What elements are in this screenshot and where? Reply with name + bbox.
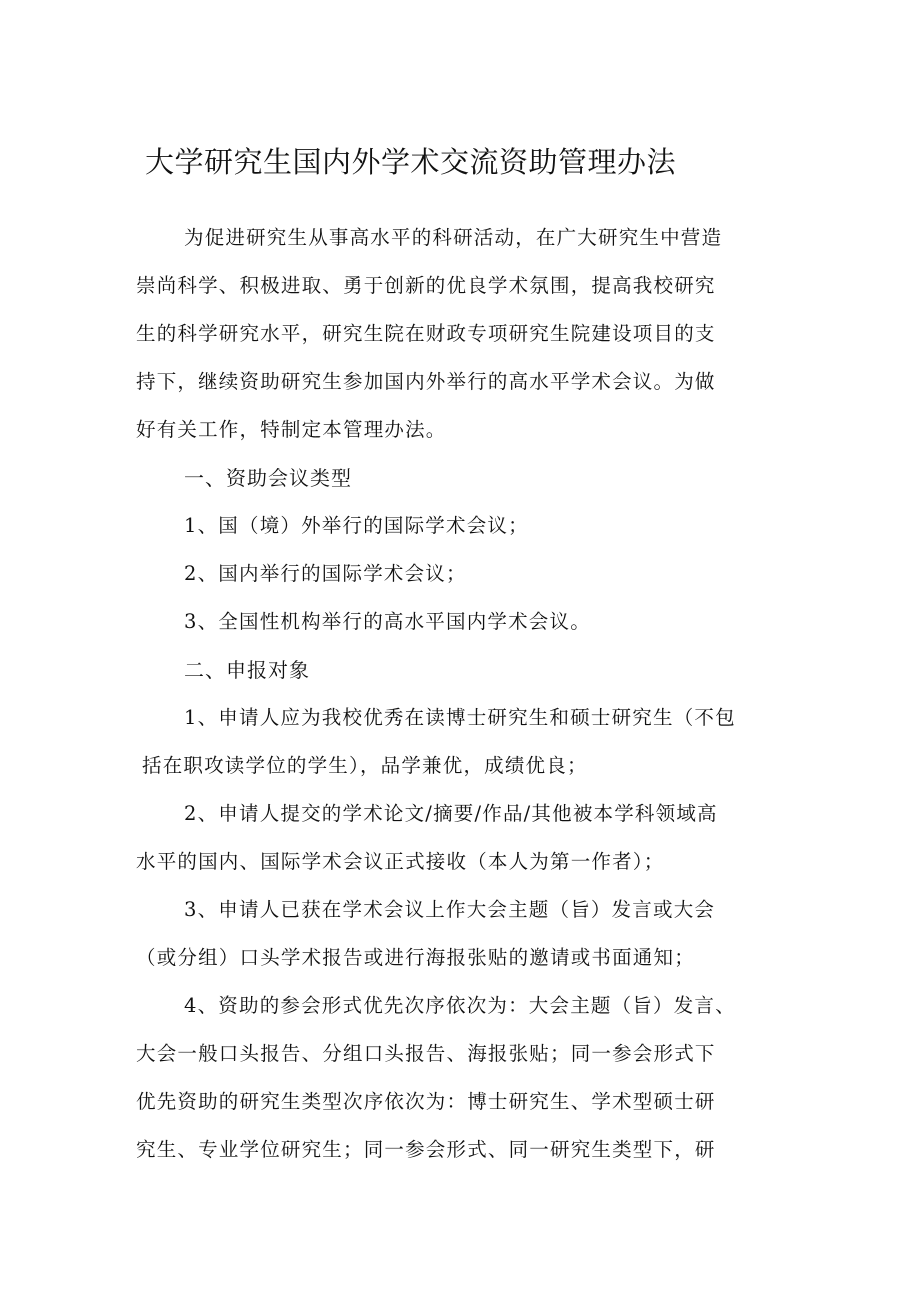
list-item-continuation: 究生、专业学位研究生；同一参会形式、同一研究生类型下，研 (136, 1138, 716, 1161)
section-heading-funding-types: 一、资助会议类型 (184, 466, 352, 490)
list-item-continuation: 水平的国内、国际学术会议正式接收（本人为第一作者）； (136, 850, 665, 873)
list-item: 3、全国性机构举行的高水平国内学术会议。 (184, 610, 591, 633)
list-item: 2、申请人提交的学术论文/摘要/作品/其他被本学科领域高 (184, 802, 718, 825)
intro-line: 为促进研究生从事高水平的科研活动，在广大研究生中营造 (184, 226, 723, 249)
intro-line: 生的科学研究水平，研究生院在财政专项研究生院建设项目的支 (136, 322, 716, 345)
intro-line: 持下，继续资助研究生参加国内外举行的高水平学术会议。为做 (136, 370, 716, 393)
intro-line: 好有关工作，特制定本管理办法。 (136, 418, 447, 441)
document-title: 大学研究生国内外学术交流资助管理办法 (145, 145, 677, 179)
document-body (136, 214, 790, 1174)
intro-line: 崇尚科学、积极进取、勇于创新的优良学术氛围，提高我校研究 (136, 274, 716, 297)
list-item: 3、申请人已获在学术会议上作大会主题（旨）发言或大会 (184, 898, 716, 921)
list-item: 1、申请人应为我校优秀在读博士研究生和硕士研究生（不包 (184, 706, 736, 729)
list-item-continuation: 大会一般口头报告、分组口头报告、海报张贴；同一参会形式下 (136, 1042, 716, 1065)
section-heading-applicants: 二、申报对象 (184, 658, 310, 682)
list-item: 2、国内举行的国际学术会议； (184, 562, 467, 585)
list-item-continuation: （或分组）口头学术报告或进行海报张贴的邀请或书面通知； (136, 946, 695, 969)
list-item: 1、国（境）外举行的国际学术会议； (184, 514, 529, 537)
list-item-continuation: 优先资助的研究生类型次序依次为：博士研究生、学术型硕士研 (136, 1090, 716, 1113)
list-item: 4、资助的参会形式优先次序依次为：大会主题（旨）发言、 (184, 994, 736, 1017)
list-item-continuation: 括在职攻读学位的学生），品学兼优，成绩优良； (142, 754, 588, 777)
